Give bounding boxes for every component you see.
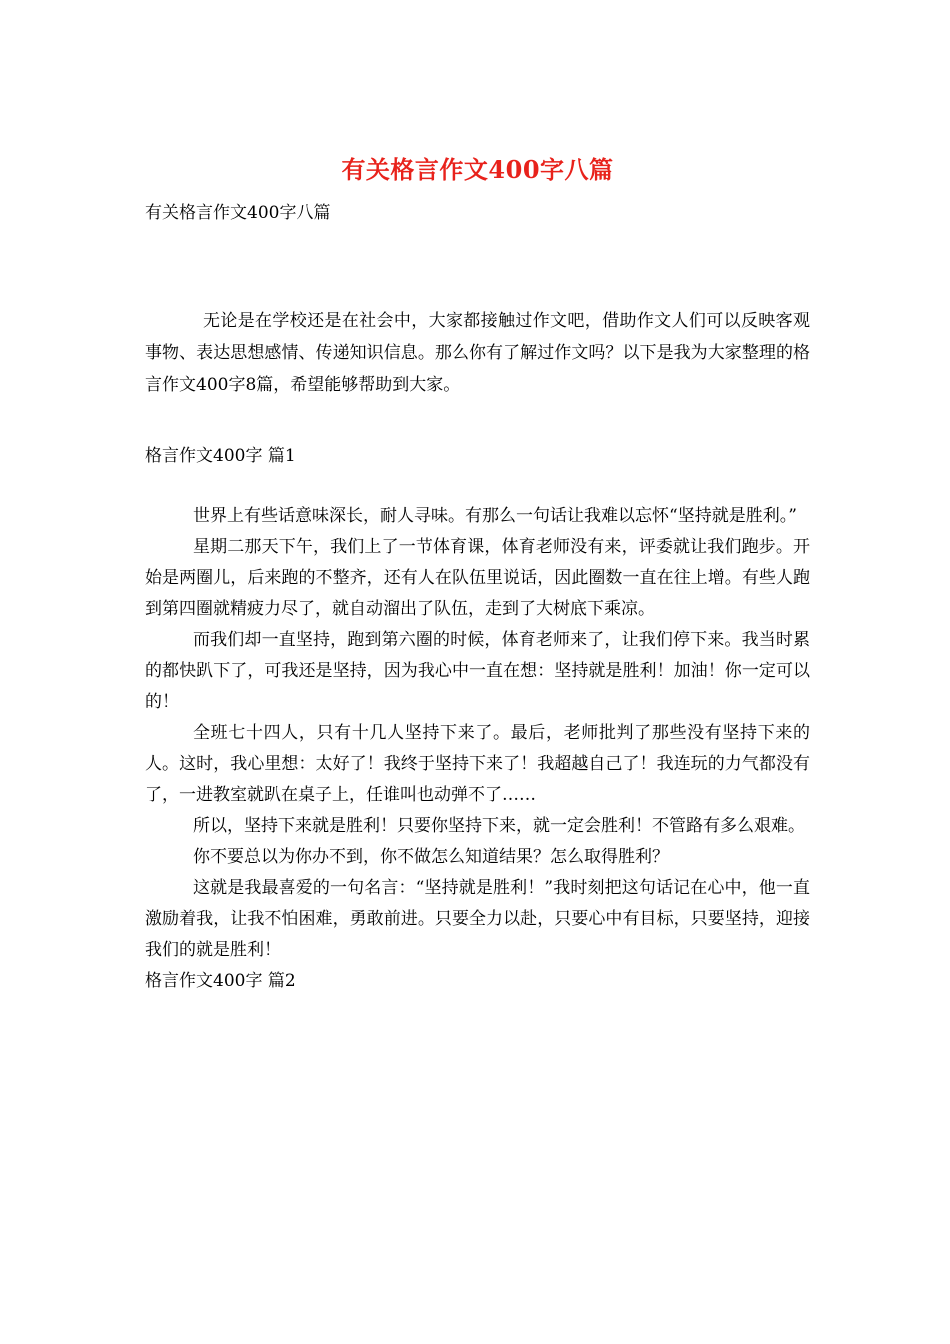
essay-paragraph: 星期二那天下午，我们上了一节体育课，体育老师没有来，评委就让我们跑步。开始是两圈儿，后来跑的不整齐，还有人在队伍里说话，因此圈数一直在往上增。有些人跑到第四圈就精疲力尽了，就自动溜出了队伍，走到了大树底下乘凉。 xyxy=(145,537,810,619)
document-page xyxy=(145,150,810,996)
section-heading-2: 格言作文400字 篇2 xyxy=(145,971,296,991)
intro-paragraph: 无论是在学校还是在社会中，大家都接触过作文吧，借助作文人们可以反映客观事物、表达思想感情、传递知识信息。那么你有了解过作文吗？以下是我为大家整理的格言作文400字8篇，希望能够帮助到大家。 xyxy=(145,311,810,395)
essay-paragraph: 这就是我最喜爱的一句名言：“坚持就是胜利！”我时刻把这句话记在心中，他一直激励着我，让我不怕困难，勇敢前进。只要全力以赴，只要心中有目标，只要坚持，迎接我们的就是胜利！ xyxy=(145,878,810,960)
essay-paragraph: 你不要总以为你办不到，你不做怎么知道结果？怎么取得胜利？ xyxy=(193,847,669,867)
essay-paragraph: 全班七十四人，只有十几人坚持下来了。最后，老师批判了那些没有坚持下来的人。这时，我心里想：太好了！我终于坚持下来了！我超越自己了！我连玩的力气都没有了，一进教室就趴在桌子上，任谁叫也动弹不了…… xyxy=(145,723,810,805)
section-heading-1: 格言作文400字 篇1 xyxy=(145,446,296,466)
essay-paragraph: 世界上有些话意味深长，耐人寻味。有那么一句话让我难以忘怀“坚持就是胜利。” xyxy=(193,506,797,526)
document-title: 有关格言作文400字八篇 xyxy=(341,155,614,184)
essay-paragraph: 所以，坚持下来就是胜利！只要你坚持下来，就一定会胜利！不管路有多么艰难。 xyxy=(193,816,805,836)
document-subtitle: 有关格言作文400字八篇 xyxy=(145,203,331,223)
essay-paragraph: 而我们却一直坚持，跑到第六圈的时候，体育老师来了，让我们停下来。我当时累的都快趴下了，可我还是坚持，因为我心中一直在想：坚持就是胜利！加油！你一定可以的！ xyxy=(145,630,810,712)
essay-body xyxy=(145,501,810,966)
